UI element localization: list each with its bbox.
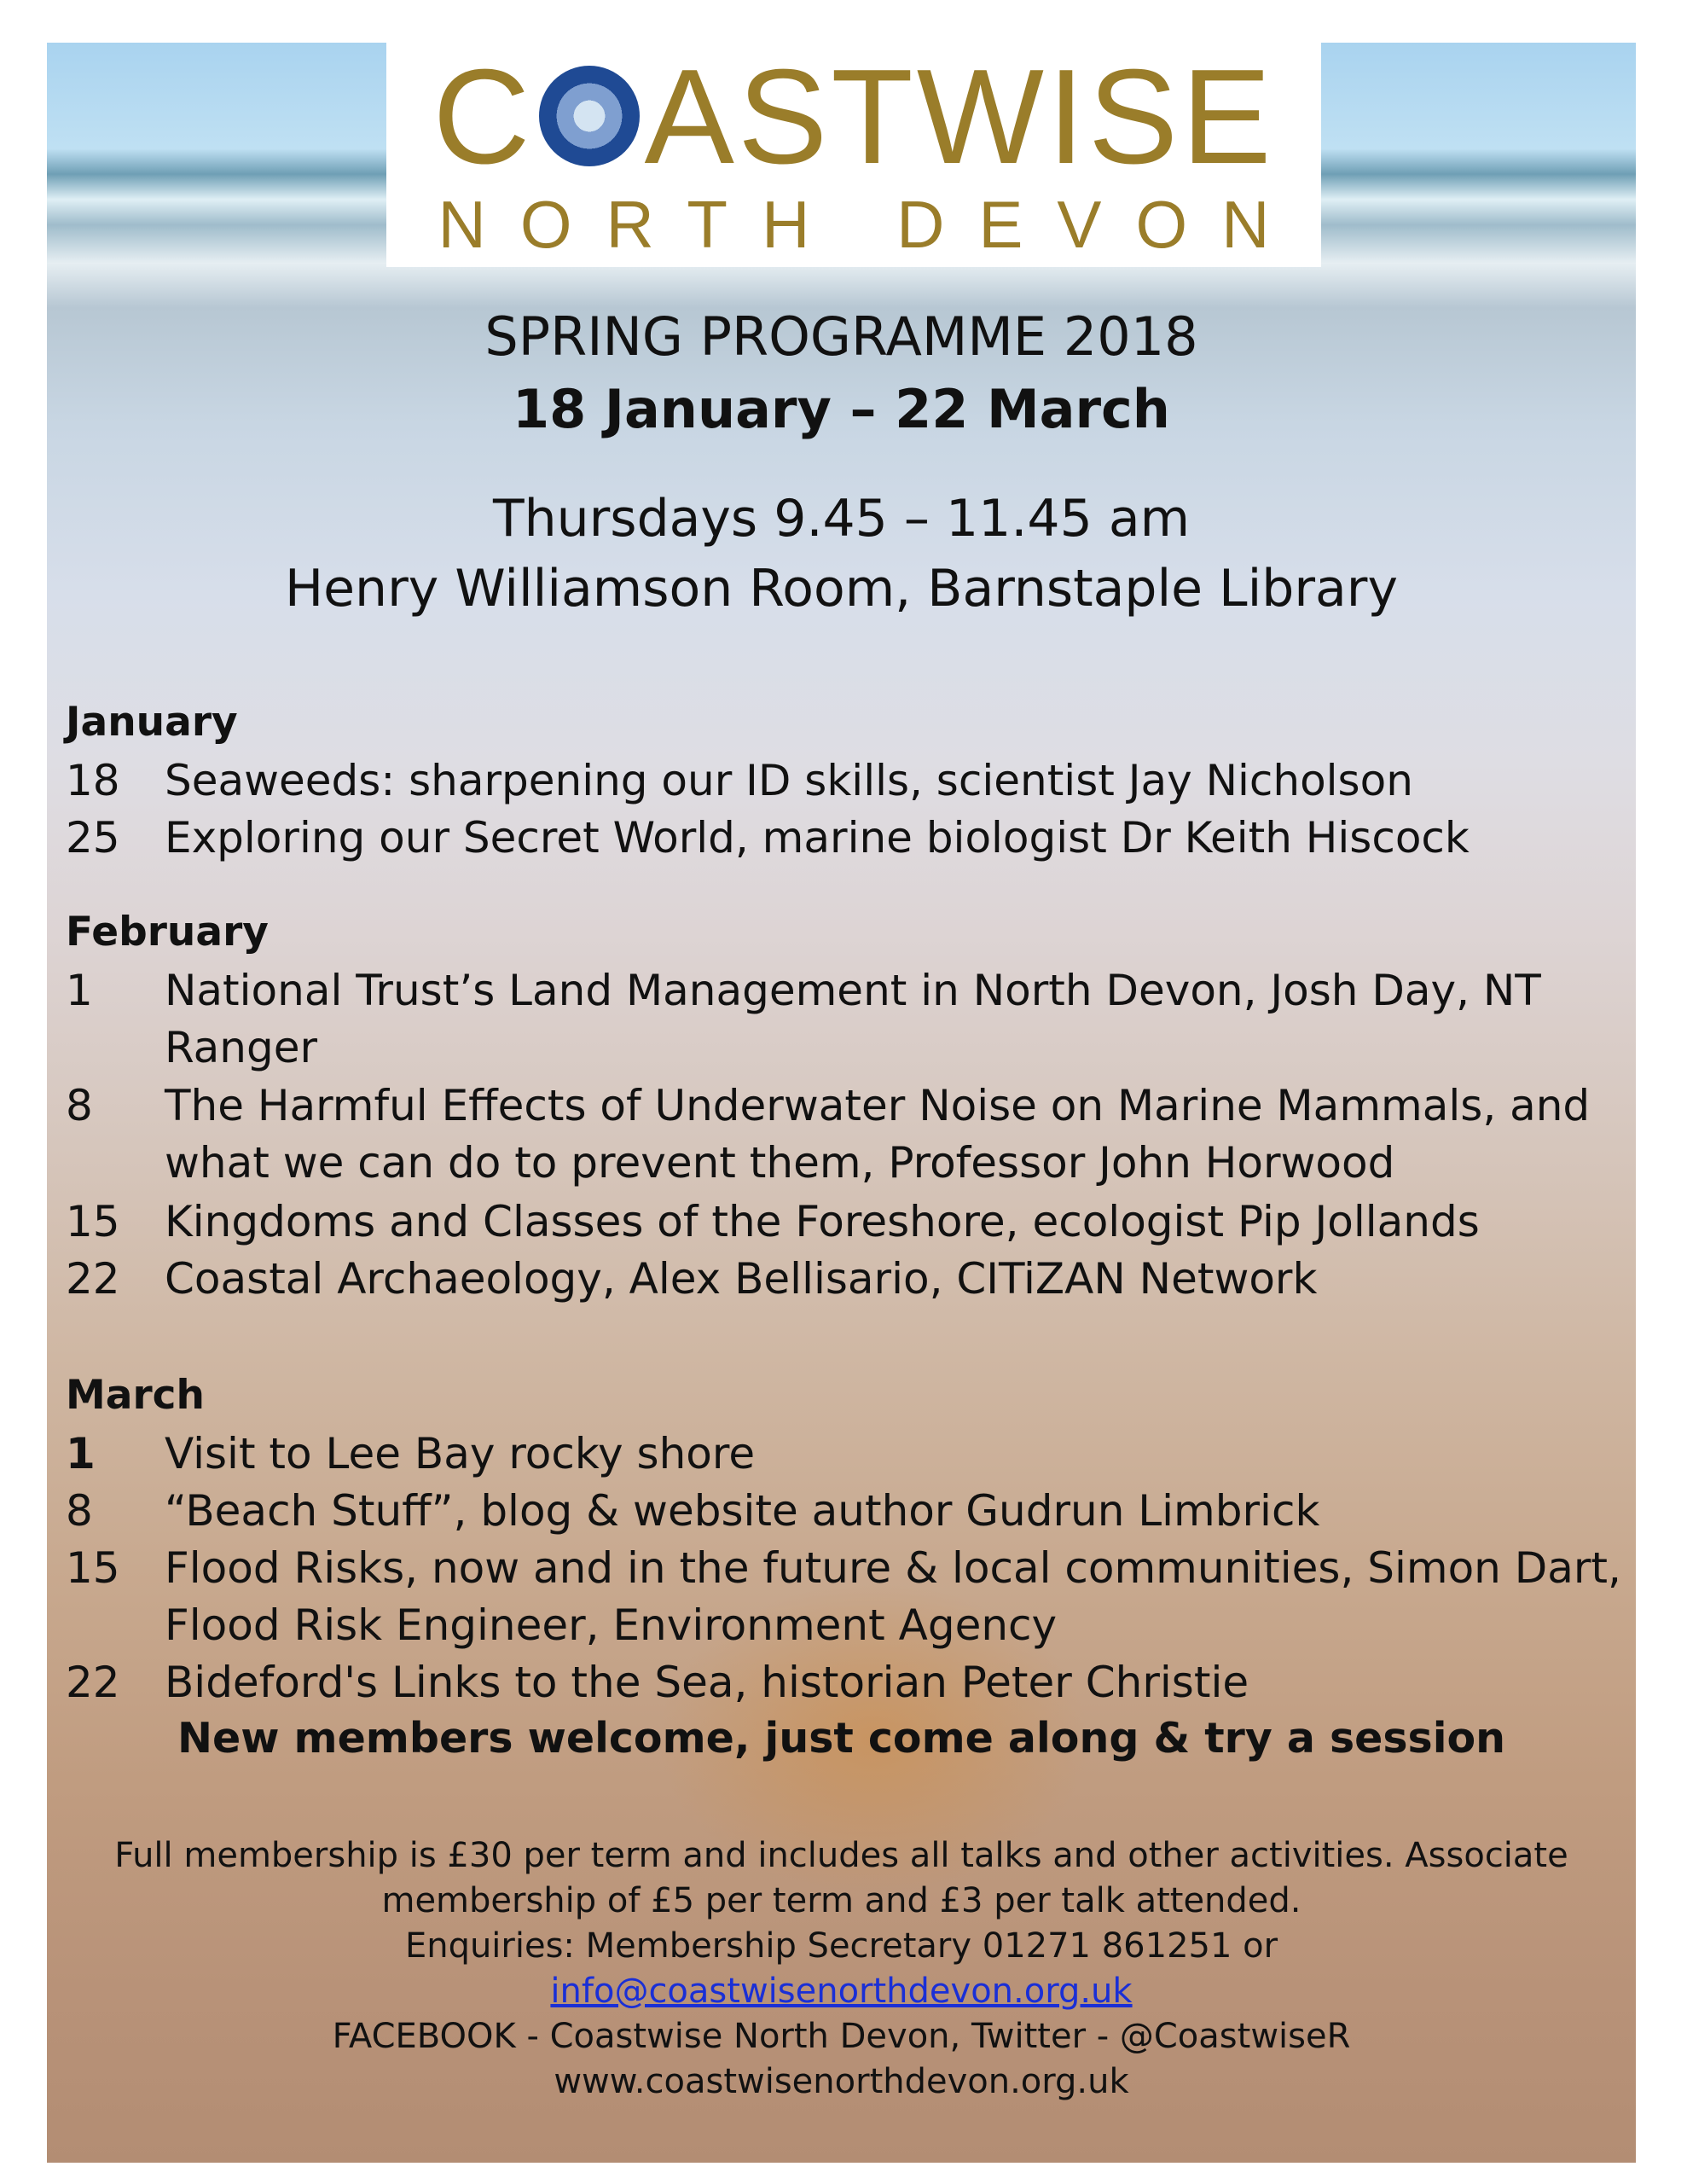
event-day: 15 — [66, 1543, 120, 1593]
event-text: Seaweeds: sharpening our ID skills, scientist Jay Nicholson — [165, 756, 1413, 805]
event-item — [66, 752, 1631, 810]
event-day: 25 — [66, 813, 120, 863]
website-line: www.coastwisenorthdevon.org.uk — [554, 2062, 1129, 2101]
event-text: Flood Risks, now and in the future & local communities, Simon Dart, Flood Risk Engineer, Environment Agency — [165, 1543, 1621, 1650]
event-text: “Beach Stuff”, blog & website author Gudrun Limbrick — [165, 1486, 1320, 1536]
month-heading-march: March — [66, 1372, 205, 1419]
blue-circle-icon — [539, 66, 640, 166]
email-row — [47, 1969, 1636, 2014]
programme-dates: 18 January – 22 March — [513, 378, 1170, 440]
event-day: 8 — [66, 1081, 93, 1130]
logo-subtitle: NORTH DEVON — [438, 187, 1304, 262]
event-item — [66, 1540, 1631, 1654]
event-text: The Harmful Effects of Underwater Noise on Marine Mammals, and what we can do to prevent them, Professor John Horwood — [165, 1081, 1591, 1188]
month-heading-february: February — [66, 909, 269, 956]
event-day: 1 — [66, 966, 93, 1015]
event-item — [66, 1251, 1631, 1308]
event-day: 18 — [66, 756, 120, 805]
event-text: Visit to Lee Bay rocky shore — [165, 1429, 756, 1478]
welcome-message: New members welcome, just come along & try a session — [177, 1714, 1506, 1763]
event-day: 22 — [66, 1658, 120, 1707]
event-day: 1 — [66, 1429, 96, 1478]
session-time: Thursdays 9.45 – 11.45 am — [492, 489, 1191, 549]
event-text: National Trust’s Land Management in North Devon, Josh Day, NT Ranger — [165, 966, 1541, 1072]
email-link[interactable]: info@coastwisenorthdevon.org.uk — [550, 1972, 1133, 2011]
logo-wordmark — [386, 43, 1321, 192]
event-item — [66, 1194, 1631, 1251]
event-item — [66, 1654, 1631, 1711]
event-text: Coastal Archaeology, Alex Bellisario, CITiZAN Network — [165, 1254, 1318, 1304]
event-text: Exploring our Secret World, marine biologist Dr Keith Hiscock — [165, 813, 1470, 863]
event-item — [66, 1426, 1631, 1483]
membership-info-line: Full membership is £30 per term and includes all talks and other activities. Associate — [114, 1836, 1568, 1875]
social-line: FACEBOOK - Coastwise North Devon, Twitter - @CoastwiseR — [332, 2017, 1351, 2056]
event-item — [66, 1483, 1631, 1540]
session-venue: Henry Williamson Room, Barnstaple Library — [285, 559, 1398, 619]
event-day: 22 — [66, 1254, 120, 1304]
poster — [47, 43, 1636, 2163]
event-text: Kingdoms and Classes of the Foreshore, ecologist Pip Jollands — [165, 1197, 1480, 1246]
month-heading-january: January — [66, 699, 238, 746]
event-item — [66, 1077, 1631, 1192]
logo-letter-c: C — [432, 43, 534, 192]
event-text: Bideford's Links to the Sea, historian Peter Christie — [165, 1658, 1249, 1707]
event-item — [66, 962, 1631, 1077]
event-day: 8 — [66, 1486, 93, 1536]
logo-letters-astwise: ASTWISE — [644, 43, 1275, 192]
event-item — [66, 810, 1631, 867]
coastwise-logo — [386, 43, 1321, 267]
programme-title: SPRING PROGRAMME 2018 — [484, 305, 1198, 368]
membership-info-line: membership of £5 per term and £3 per talk attended. — [381, 1881, 1301, 1920]
event-day: 15 — [66, 1197, 120, 1246]
enquiries-line: Enquiries: Membership Secretary 01271 861251 or — [404, 1926, 1278, 1966]
